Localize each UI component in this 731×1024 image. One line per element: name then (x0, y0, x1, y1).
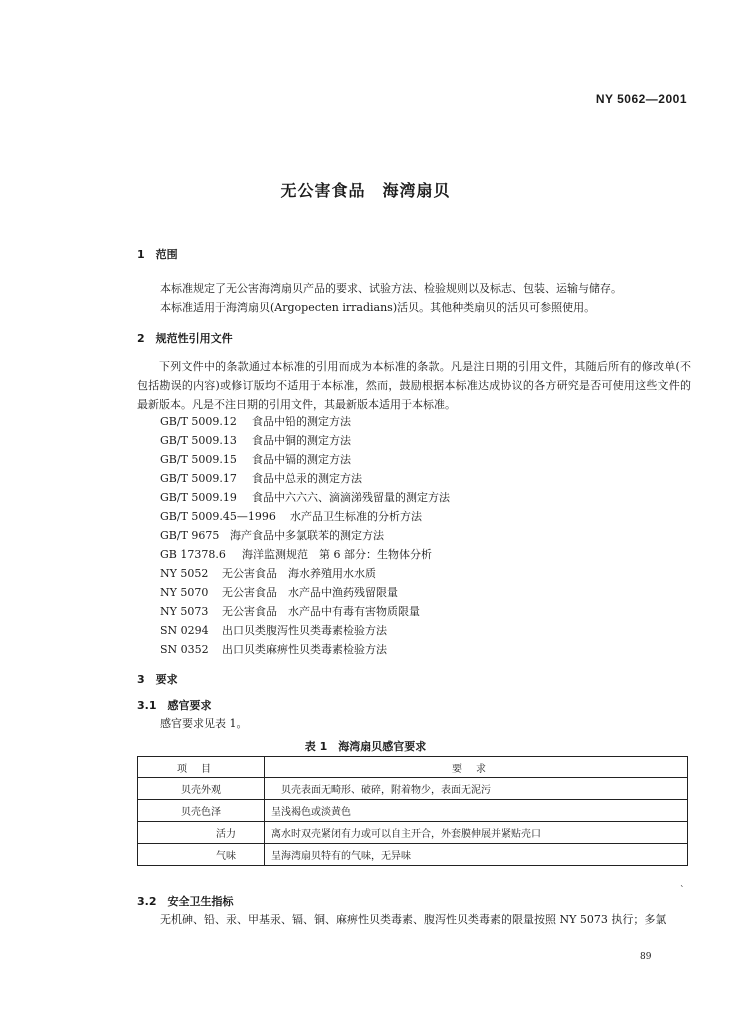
reference-title: 食品中六六六、滴滴涕残留量的测定方法 (252, 491, 450, 504)
section-3-heading: 3 要求 (137, 673, 178, 686)
reference-item (160, 508, 422, 524)
page-number: 89 (640, 952, 652, 962)
reference-code: SN 0352 (160, 643, 209, 656)
table-cell-requirement: 离水时双壳紧闭有力或可以自主开合，外套膜伸展并紧贴壳口 (265, 822, 688, 844)
standard-code: NY 5062—2001 (595, 92, 687, 106)
reference-code: NY 5073 (160, 605, 209, 618)
table-cell-item: 贝壳色泽 (138, 800, 265, 822)
reference-item (160, 641, 387, 657)
reference-title: 食品中总汞的测定方法 (252, 472, 362, 485)
reference-title: 无公害食品 水产品中渔药残留限量 (222, 586, 398, 599)
table-cell-item: 气味 (138, 844, 265, 866)
reference-code: GB/T 5009.19 (160, 491, 237, 504)
column-header-requirement: 要求 (265, 757, 688, 778)
reference-title: 海洋监测规范 第 6 部分：生物体分析 (242, 548, 432, 561)
reference-item (160, 584, 398, 600)
reference-code: GB/T 5009.45—1996 (160, 510, 276, 523)
table-row (138, 800, 688, 822)
reference-item (160, 603, 420, 619)
table-cell-requirement: 呈海湾扇贝特有的气味，无异味 (265, 844, 688, 866)
document-title: 无公害食品 海湾扇贝 (280, 181, 451, 200)
reference-code: GB/T 5009.13 (160, 434, 237, 447)
section-3-1-heading: 3.1 感官要求 (137, 699, 212, 712)
table-row (138, 778, 688, 800)
table-cell-item: 活力 (138, 822, 265, 844)
table-cell-item: 贝壳外观 (138, 778, 265, 800)
reference-item (160, 413, 351, 429)
reference-item (160, 527, 384, 543)
reference-code: SN 0294 (160, 624, 209, 637)
reference-code: GB/T 9675 (160, 529, 220, 542)
reference-title: 食品中铜的测定方法 (252, 434, 351, 447)
table-cell-requirement: 贝壳表面无畸形、破碎，附着物少，表面无泥污 (265, 778, 688, 800)
section-3-2-text: 无机砷、铅、汞、甲基汞、镉、铜、麻痹性贝类毒素、腹泻性贝类毒素的限量按照 NY 5073 执行；多氯 (160, 913, 667, 926)
table-row (138, 822, 688, 844)
table-1-sensory-requirements (137, 756, 688, 866)
table-1-caption: 表 1 海湾扇贝感官要求 (304, 740, 427, 753)
reference-code: GB/T 5009.12 (160, 415, 237, 428)
reference-title: 无公害食品 海水养殖用水水质 (222, 567, 376, 580)
section-2-intro: 下列文件中的条款通过本标准的引用而成为本标准的条款。凡是注日期的引用文件，其随后所有的修改单(不包括勘误的内容)或修订版均不适用于本标准，然而，鼓励根据本标准达成协议的各方研究是否可使用这些文件的最新版本。凡是不注日期的引用文件，其最新版本适用于本标准。 (137, 360, 691, 411)
reference-item (160, 622, 387, 638)
table-row (138, 844, 688, 866)
scan-mark: ˋ (680, 886, 685, 896)
reference-item (160, 470, 362, 486)
reference-title: 食品中铅的测定方法 (252, 415, 351, 428)
reference-title: 无公害食品 水产品中有毒有害物质限量 (222, 605, 420, 618)
section-1-paragraph-1: 本标准规定了无公害海湾扇贝产品的要求、试验方法、检验规则以及标志、包装、运输与储存。 (160, 282, 622, 295)
reference-title: 出口贝类麻痹性贝类毒素检验方法 (222, 643, 387, 656)
section-3-2-heading: 3.2 安全卫生指标 (137, 895, 234, 908)
reference-item (160, 565, 376, 581)
reference-code: GB 17378.6 (160, 548, 226, 561)
reference-title: 水产品卫生标准的分析方法 (290, 510, 422, 523)
reference-code: NY 5070 (160, 586, 209, 599)
table-header-row (138, 757, 688, 778)
reference-item (160, 546, 432, 562)
reference-code: NY 5052 (160, 567, 209, 580)
section-2-heading: 2 规范性引用文件 (137, 332, 233, 345)
reference-title: 食品中镉的测定方法 (252, 453, 351, 466)
section-3-1-text: 感官要求见表 1。 (160, 717, 248, 730)
reference-item (160, 451, 351, 467)
reference-code: GB/T 5009.15 (160, 453, 237, 466)
column-header-item: 项目 (138, 757, 265, 778)
reference-item (160, 432, 351, 448)
reference-title: 海产食品中多氯联苯的测定方法 (230, 529, 384, 542)
reference-code: GB/T 5009.17 (160, 472, 237, 485)
reference-item (160, 489, 450, 505)
table-cell-requirement: 呈浅褐色或淡黄色 (265, 800, 688, 822)
section-1-paragraph-2: 本标准适用于海湾扇贝(Argopecten irradians)活贝。其他种类扇贝的活贝可参照使用。 (160, 301, 596, 314)
reference-title: 出口贝类腹泻性贝类毒素检验方法 (222, 624, 387, 637)
section-1-heading: 1 范围 (137, 248, 178, 261)
